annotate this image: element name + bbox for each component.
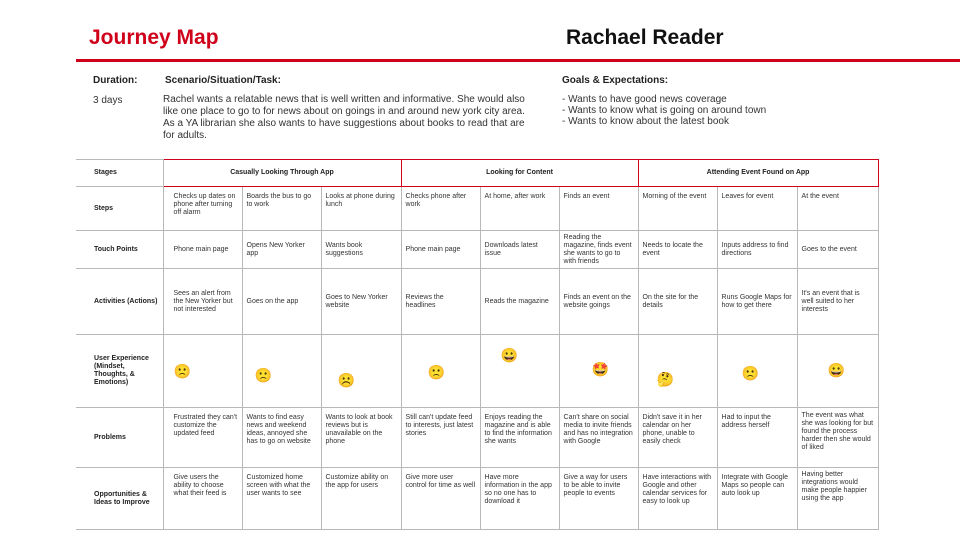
goal-item: - Wants to know what is going on around town: [562, 105, 767, 116]
slightly-frowning-face-icon: 🙁: [254, 366, 272, 383]
table-cell: Finds an event on the website goings: [559, 269, 638, 335]
table-cell: Runs Google Maps for how to get there: [717, 269, 797, 335]
table-cell: [559, 335, 638, 408]
table-cell: [638, 335, 717, 408]
row-label-user-experience: User Experience (Mindset, Thoughts, & Emotions): [76, 335, 163, 408]
row-label-problems: Problems: [76, 408, 163, 468]
table-cell: Having better integrations would make people happier using the app: [797, 468, 878, 530]
table-cell: On the site for the details: [638, 269, 717, 335]
problems-row: [76, 408, 878, 468]
table-cell: Give more user control for time as well: [401, 468, 480, 530]
opportunities-row: [76, 468, 878, 530]
frowning-face-icon: ☹️: [337, 371, 355, 388]
table-cell: Didn't save it in her calendar on her phone, unable to easily check: [638, 408, 717, 468]
grinning-face-icon: 😀: [500, 346, 518, 363]
row-label-stages: Stages: [76, 160, 163, 187]
table-cell: Frustrated they can't customize the updated feed: [163, 408, 242, 468]
stage-header: Looking for Content: [401, 160, 638, 187]
row-label-touch-points: Touch Points: [76, 231, 163, 269]
touch-points-row: [76, 231, 878, 269]
table-cell: Give a way for users to be able to invite people to events: [559, 468, 638, 530]
table-cell: Reviews the headlines: [401, 269, 480, 335]
table-cell: Can't share on social media to invite friends and has no integration with Google: [559, 408, 638, 468]
table-cell: [321, 335, 401, 408]
stage-header: Attending Event Found on App: [638, 160, 878, 187]
table-cell: Sees an alert from the New Yorker but not interested: [163, 269, 242, 335]
persona-name: Rachael Reader: [566, 26, 724, 49]
journey-map-table: [76, 159, 879, 530]
stages-row: [76, 160, 878, 187]
table-cell: Reading the magazine, finds event she wants to go to with friends: [559, 231, 638, 269]
star-struck-face-icon: 🤩: [591, 360, 609, 377]
table-cell: Leaves for event: [717, 187, 797, 231]
table-cell: Phone main page: [163, 231, 242, 269]
table-cell: Checks up dates on phone after turning off alarm: [163, 187, 242, 231]
scenario-label: Scenario/Situation/Task:: [165, 75, 281, 86]
slightly-frowning-face-icon: 🙁: [173, 362, 191, 379]
table-cell: Goes on the app: [242, 269, 321, 335]
table-cell: At the event: [797, 187, 878, 231]
table-cell: Enjoys reading the magazine and is able to find the information she wants: [480, 408, 559, 468]
table-cell: Goes to New Yorker website: [321, 269, 401, 335]
table-cell: [401, 335, 480, 408]
table-cell: At home, after work: [480, 187, 559, 231]
table-cell: Have more information in the app so no one has to download it: [480, 468, 559, 530]
table-cell: Looks at phone during lunch: [321, 187, 401, 231]
journey-map-title: Journey Map: [89, 26, 219, 49]
scenario-text: Rachel wants a relatable news that is well written and informative. She would also like one place to go to for news about on goings in and around new york city area. As a YA librarian she also wants to have suggestions about books to read that are for adults.: [163, 94, 525, 141]
duration-label: Duration:: [93, 75, 138, 86]
table-cell: Needs to locate the event: [638, 231, 717, 269]
slightly-frowning-face-icon: 🙁: [741, 364, 759, 381]
table-cell: Wants to find easy news and weekend ideas, annoyed she has to go on website: [242, 408, 321, 468]
table-cell: [242, 335, 321, 408]
table-cell: Inputs address to find directions: [717, 231, 797, 269]
table-cell: [163, 335, 242, 408]
table-cell: Morning of the event: [638, 187, 717, 231]
table-cell: Wants book suggestions: [321, 231, 401, 269]
table-cell: [480, 335, 559, 408]
row-label-steps: Steps: [76, 187, 163, 231]
table-cell: Boards the bus to go to work: [242, 187, 321, 231]
steps-row: [76, 187, 878, 231]
table-cell: It's an event that is well suited to her interests: [797, 269, 878, 335]
table-cell: Downloads latest issue: [480, 231, 559, 269]
grinning-face-icon: 😀: [827, 361, 845, 378]
user-experience-row: [76, 335, 878, 408]
stage-header: Casually Looking Through App: [163, 160, 401, 187]
table-cell: Checks phone after work: [401, 187, 480, 231]
table-cell: Finds an event: [559, 187, 638, 231]
table-cell: Goes to the event: [797, 231, 878, 269]
table-cell: Integrate with Google Maps so people can auto look up: [717, 468, 797, 530]
table-cell: Still can't update feed to interests, just latest stories: [401, 408, 480, 468]
table-cell: Phone main page: [401, 231, 480, 269]
slightly-frowning-face-icon: 🙁: [427, 363, 445, 380]
table-cell: Give users the ability to choose what their feed is: [163, 468, 242, 530]
goal-item: - Wants to have good news coverage: [562, 94, 727, 105]
header-divider: [76, 59, 960, 62]
table-cell: Wants to look at book reviews but is unavailable on the phone: [321, 408, 401, 468]
table-cell: Had to input the address herself: [717, 408, 797, 468]
duration-value: 3 days: [93, 95, 123, 106]
goals-label: Goals & Expectations:: [562, 75, 669, 86]
table-cell: [797, 335, 878, 408]
row-label-activities: Activities (Actions): [76, 269, 163, 335]
activities-row: [76, 269, 878, 335]
table-cell: The event was what she was looking for but found the process harder then she would of liked: [797, 408, 878, 468]
table-cell: Have interactions with Google and other calendar services for easy to look up: [638, 468, 717, 530]
goal-item: - Wants to know about the latest book: [562, 116, 729, 127]
row-label-opportunities: Opportunities & Ideas to Improve: [76, 468, 163, 530]
table-cell: Customized home screen with what the user wants to see: [242, 468, 321, 530]
table-cell: [717, 335, 797, 408]
goals-list: [562, 94, 766, 127]
table-cell: Reads the magazine: [480, 269, 559, 335]
thinking-face-icon: 🤔: [656, 370, 674, 387]
table-cell: Opens New Yorker app: [242, 231, 321, 269]
table-cell: Customize ability on the app for users: [321, 468, 401, 530]
